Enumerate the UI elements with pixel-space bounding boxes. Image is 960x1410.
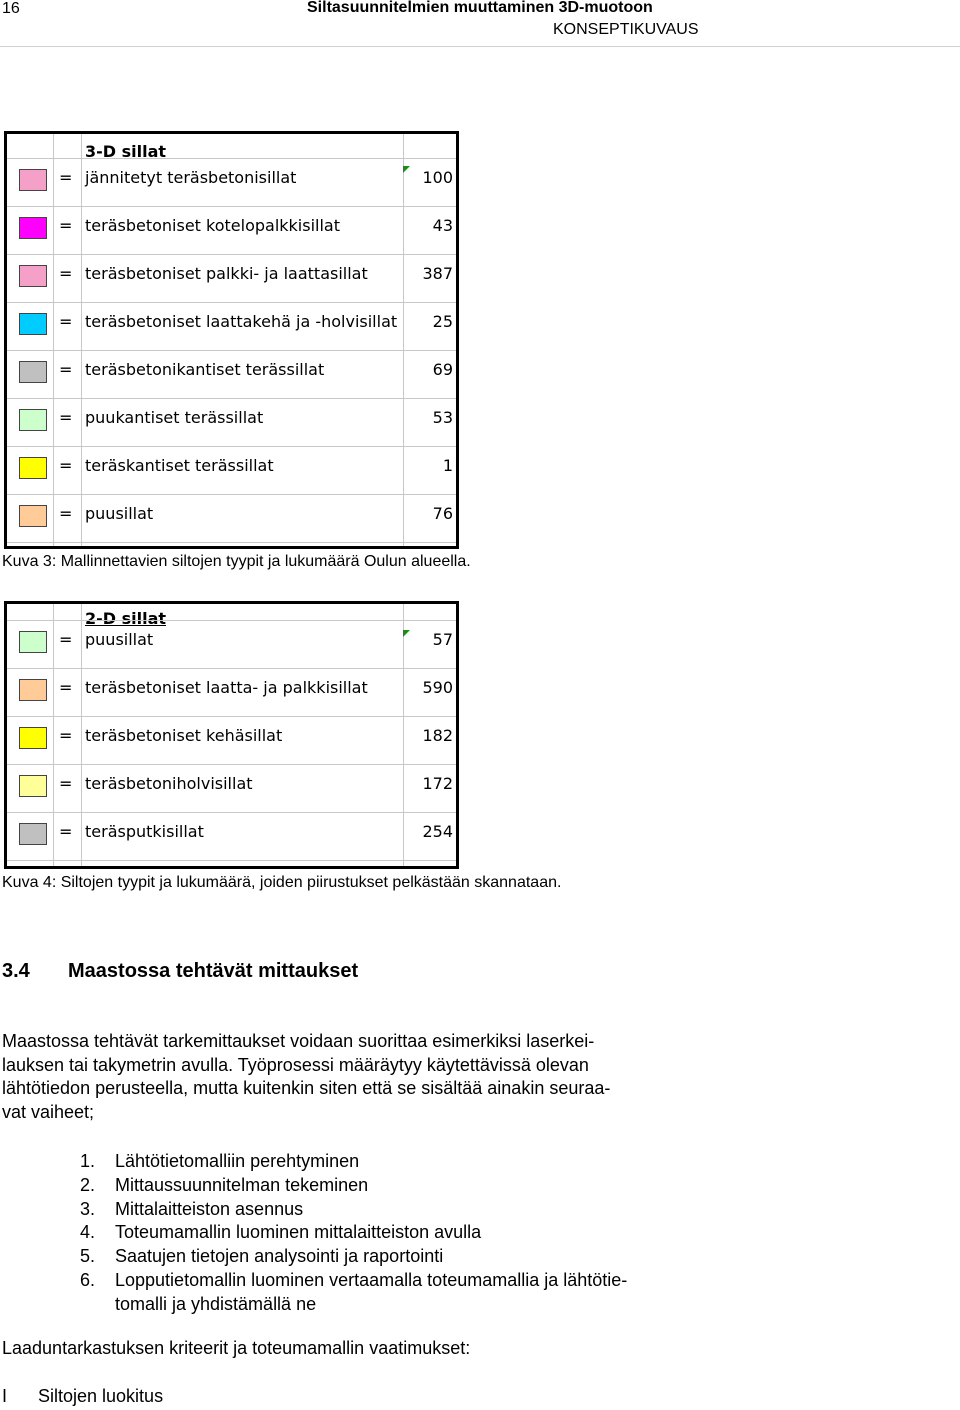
grid-line bbox=[7, 542, 456, 543]
classification-item bbox=[2, 1386, 163, 1407]
table-row bbox=[7, 620, 456, 668]
equals-sign: = bbox=[59, 456, 73, 475]
document-subtitle: KONSEPTIKUVAUS bbox=[553, 21, 699, 38]
step-number: 1. bbox=[80, 1151, 96, 1171]
step-text: Lopputietomallin luominen vertaamalla toteumamallia ja lähtötie- bbox=[115, 1269, 628, 1290]
equals-sign: = bbox=[59, 264, 73, 283]
bridge-type-label: jännitetyt teräsbetonisillat bbox=[85, 168, 297, 187]
bridge-type-label: puusillat bbox=[85, 504, 154, 523]
bridge-count: 182 bbox=[422, 726, 453, 745]
color-swatch bbox=[19, 409, 47, 431]
page-number: 16 bbox=[2, 0, 20, 17]
bridge-type-label: teräsbetoniholvisillat bbox=[85, 774, 253, 793]
step-text: Mittalaitteiston asennus bbox=[115, 1198, 304, 1219]
table-title: 3-D sillat bbox=[85, 142, 167, 161]
bridge-type-label: teräskantiset terässillat bbox=[85, 456, 274, 475]
color-swatch bbox=[19, 679, 47, 701]
section-title: Maastossa tehtävät mittaukset bbox=[68, 960, 359, 982]
list-item bbox=[80, 1198, 627, 1222]
list-item bbox=[80, 1269, 627, 1317]
bridges-3d-table bbox=[4, 131, 459, 549]
bridge-type-label: teräsbetoniset kotelopalkkisillat bbox=[85, 216, 340, 235]
process-steps-list bbox=[80, 1150, 627, 1317]
color-swatch bbox=[19, 361, 47, 383]
table-row bbox=[7, 158, 456, 206]
color-swatch bbox=[19, 823, 47, 845]
bridge-type-label: teräsbetonikantiset terässillat bbox=[85, 360, 325, 379]
color-swatch bbox=[19, 505, 47, 527]
color-swatch bbox=[19, 457, 47, 479]
figure-caption-4: Kuva 4: Siltojen tyypit ja lukumäärä, joiden piirustukset pelkästään skannataan. bbox=[2, 874, 562, 891]
equals-sign: = bbox=[59, 360, 73, 379]
bridge-count: 254 bbox=[422, 822, 453, 841]
document-title: Siltasuunnitelmien muuttaminen 3D-muotoon bbox=[307, 0, 653, 16]
list-item bbox=[80, 1221, 627, 1245]
table-row bbox=[7, 494, 456, 542]
step-text: Lähtötietomalliin perehtyminen bbox=[115, 1151, 360, 1171]
classification-text: Siltojen luokitus bbox=[38, 1386, 164, 1406]
table-row bbox=[7, 716, 456, 764]
list-item bbox=[80, 1150, 627, 1174]
table-row bbox=[7, 812, 456, 860]
criteria-heading: Laaduntarkastuksen kriteerit ja toteumamallin vaatimukset: bbox=[2, 1338, 471, 1358]
bridge-count: 590 bbox=[422, 678, 453, 697]
paragraph-line: vat vaiheet; bbox=[2, 1101, 95, 1122]
body-paragraph bbox=[2, 1030, 610, 1124]
equals-sign: = bbox=[59, 822, 73, 841]
step-number: 5. bbox=[80, 1246, 96, 1267]
step-number: 3. bbox=[80, 1198, 96, 1219]
bridge-count: 43 bbox=[432, 216, 453, 235]
section-number: 3.4 bbox=[2, 960, 30, 982]
bridge-count: 57 bbox=[432, 630, 453, 649]
equals-sign: = bbox=[59, 216, 73, 235]
color-swatch bbox=[19, 217, 47, 239]
step-number: 6. bbox=[80, 1269, 96, 1290]
bridge-count: 100 bbox=[422, 168, 453, 187]
bridge-count: 172 bbox=[422, 774, 453, 793]
table-title: 2-D sillat bbox=[85, 609, 167, 628]
bridges-2d-table bbox=[4, 601, 459, 869]
bridge-count: 53 bbox=[432, 408, 453, 427]
bridge-type-label: puukantiset terässillat bbox=[85, 408, 264, 427]
step-number: 2. bbox=[80, 1174, 96, 1195]
color-swatch bbox=[19, 313, 47, 335]
bridge-type-label: teräsbetoniset palkki- ja laattasillat bbox=[85, 264, 368, 283]
table-row bbox=[7, 668, 456, 716]
equals-sign: = bbox=[59, 504, 73, 523]
color-swatch bbox=[19, 775, 47, 797]
paragraph-line: lauksen tai takymetrin avulla. Työprosessi määräytyy käytettävissä olevan bbox=[2, 1054, 589, 1075]
roman-numeral: I bbox=[2, 1386, 8, 1406]
table-row bbox=[7, 254, 456, 302]
table-row bbox=[7, 398, 456, 446]
color-swatch bbox=[19, 631, 47, 653]
bridge-type-label: teräsbetoniset laatta- ja palkkisillat bbox=[85, 678, 368, 697]
equals-sign: = bbox=[59, 726, 73, 745]
header-divider bbox=[0, 46, 960, 47]
equals-sign: = bbox=[59, 774, 73, 793]
bridge-count: 25 bbox=[432, 312, 453, 331]
equals-sign: = bbox=[59, 678, 73, 697]
bridge-type-label: teräsputkisillat bbox=[85, 822, 204, 841]
equals-sign: = bbox=[59, 168, 73, 187]
figure-caption-3: Kuva 3: Mallinnettavien siltojen tyypit ja lukumäärä Oulun alueella. bbox=[2, 553, 471, 570]
paragraph-line: lähtötiedon perusteella, mutta kuitenkin siten että se sisältää ainakin seuraa- bbox=[2, 1078, 611, 1098]
bridge-count: 387 bbox=[422, 264, 453, 283]
bridge-count: 1 bbox=[442, 456, 453, 475]
list-item bbox=[80, 1245, 627, 1269]
step-text: Toteumamallin luominen mittalaitteiston avulla bbox=[115, 1222, 482, 1243]
grid-line bbox=[7, 860, 456, 861]
equals-sign: = bbox=[59, 630, 73, 649]
table-row bbox=[7, 446, 456, 494]
color-swatch bbox=[19, 727, 47, 749]
list-item bbox=[80, 1174, 627, 1198]
bridge-type-label: teräsbetoniset kehäsillat bbox=[85, 726, 283, 745]
step-number: 4. bbox=[80, 1222, 96, 1243]
color-swatch bbox=[19, 265, 47, 287]
bridge-count: 69 bbox=[432, 360, 453, 379]
color-swatch bbox=[19, 169, 47, 191]
step-text: tomalli ja yhdistämällä ne bbox=[115, 1293, 317, 1314]
table-row bbox=[7, 764, 456, 812]
bridge-type-label: puusillat bbox=[85, 630, 154, 649]
section-heading bbox=[2, 960, 358, 983]
equals-sign: = bbox=[59, 312, 73, 331]
paragraph-line: Maastossa tehtävät tarkemittaukset voidaan suorittaa esimerkiksi laserkei- bbox=[2, 1031, 595, 1051]
bridge-type-label: teräsbetoniset laattakehä ja -holvisillat bbox=[85, 312, 398, 331]
table-row bbox=[7, 350, 456, 398]
bridge-count: 76 bbox=[432, 504, 453, 523]
table-row bbox=[7, 302, 456, 350]
equals-sign: = bbox=[59, 408, 73, 427]
step-text: Saatujen tietojen analysointi ja raportointi bbox=[115, 1246, 444, 1267]
step-text: Mittaussuunnitelman tekeminen bbox=[115, 1174, 369, 1195]
table-row bbox=[7, 206, 456, 254]
